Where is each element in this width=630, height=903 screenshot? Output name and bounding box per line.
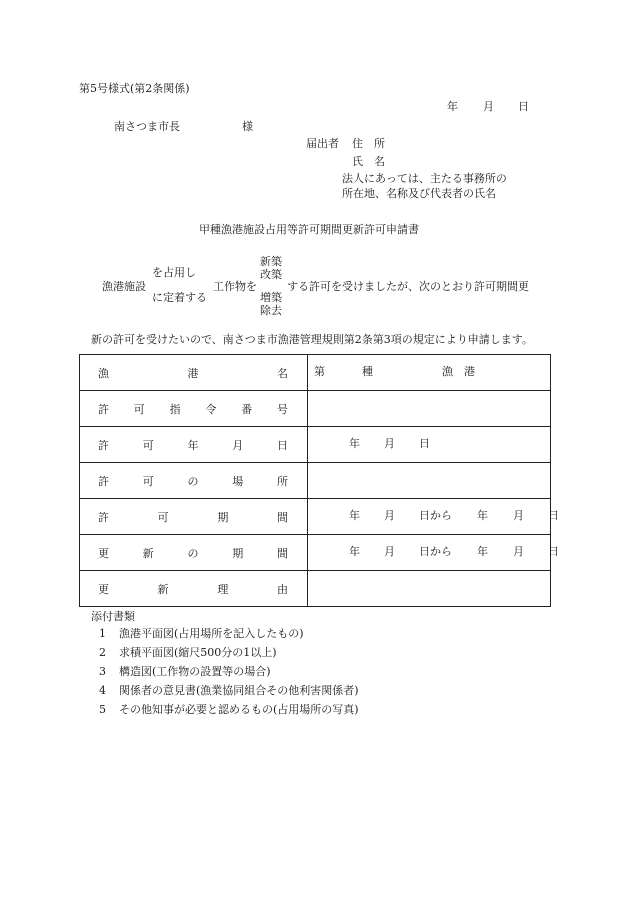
- label-char: 許: [98, 402, 109, 416]
- act-extend-text: 増築: [260, 291, 282, 304]
- label-permit-number: [80, 391, 308, 427]
- item-text: 関係者の意見書(漁業協同組合その他利害関係者): [119, 684, 359, 697]
- item-text: その他知事が必要と認めるもの(占用場所の写真): [119, 703, 359, 716]
- label-char: 更: [98, 582, 109, 596]
- label-char: 年: [187, 438, 199, 452]
- renewal-start-year: 年: [349, 545, 360, 558]
- renewal-end-day: 日: [548, 545, 559, 558]
- label-char: 所: [277, 474, 288, 488]
- date-month: 月: [483, 100, 494, 113]
- form-number: 第5号様式(第2条関係): [79, 82, 190, 95]
- applicant-note-2: 所在地、名称及び代表者の氏名: [342, 187, 496, 200]
- label-renewal-period: [80, 535, 308, 571]
- label-char: 港: [187, 366, 199, 380]
- period-start-day: 日から: [419, 509, 452, 522]
- item-number: 4: [99, 684, 106, 697]
- list-item: [99, 627, 359, 646]
- attachments-list: [99, 627, 359, 722]
- label-char: 号: [276, 402, 288, 416]
- label-char: 名: [277, 366, 288, 380]
- label-char: 指: [169, 402, 181, 416]
- date-day: 日: [419, 437, 430, 450]
- period-end-month: 月: [513, 509, 524, 522]
- item-number: 5: [99, 703, 106, 716]
- applicant-label: 届出者: [306, 137, 339, 150]
- label-char: 由: [276, 582, 288, 596]
- period-start-month: 月: [384, 509, 395, 522]
- application-table: [79, 354, 559, 607]
- item-number: 2: [99, 646, 106, 659]
- label-permit-date: [80, 427, 308, 463]
- table-row-port-name: [80, 355, 551, 391]
- port-class-suffix: 種: [362, 365, 373, 378]
- label-char: 漁: [98, 366, 109, 380]
- address-label: 住 所: [352, 137, 385, 150]
- body-tail-2: 新の許可を受けたいので、南さつま市漁港管理規則第2条第3項の規定により申請します。: [91, 333, 533, 346]
- label-char: の: [187, 546, 199, 560]
- field-renewal-reason[interactable]: [308, 571, 551, 607]
- field-permit-number[interactable]: [308, 391, 551, 427]
- label-char: 新: [142, 546, 154, 560]
- field-renewal-period[interactable]: [308, 535, 559, 571]
- table-row-permit-place: [80, 463, 551, 499]
- act-remove-text: 除去: [260, 304, 282, 317]
- field-permit-place[interactable]: [308, 463, 551, 499]
- addressee-name: 南さつま市長: [114, 120, 180, 133]
- table-row-permit-date: [80, 427, 551, 463]
- table-row-permit-number: [80, 391, 551, 427]
- label-char: 更: [98, 546, 109, 560]
- list-item: [99, 646, 359, 665]
- list-item: [99, 665, 359, 684]
- item-text: 漁港平面図(占用場所を記入したもの): [119, 627, 304, 640]
- facility-text: 漁港施設: [102, 280, 146, 293]
- label-char: の: [187, 474, 199, 488]
- list-item: [99, 684, 359, 703]
- item-text: 求積平面図(縮尺500分の1以上): [119, 646, 277, 659]
- table-row-permit-period: [80, 499, 551, 535]
- renewal-start-month: 月: [384, 545, 395, 558]
- label-port-name: [80, 355, 308, 391]
- use-occupy-text: を占用し: [152, 266, 196, 279]
- date-day: 日: [518, 100, 529, 113]
- date-year: 年: [447, 100, 458, 113]
- item-text: 構造図(工作物の設置等の場合): [119, 665, 271, 678]
- label-char: 期: [232, 546, 244, 560]
- label-char: 間: [277, 546, 288, 560]
- list-item: [99, 703, 359, 722]
- label-char: 理: [217, 582, 229, 596]
- label-char: 令: [205, 402, 217, 416]
- item-number: 1: [99, 627, 106, 640]
- label-char: 期: [217, 510, 229, 524]
- renewal-end-year: 年: [477, 545, 488, 558]
- applicant-note-1: 法人にあっては、主たる事務所の: [342, 172, 507, 185]
- period-end-year: 年: [477, 509, 488, 522]
- label-char: 可: [133, 402, 145, 416]
- label-char: 月: [232, 438, 244, 452]
- date-month: 月: [384, 437, 395, 450]
- label-char: 可: [142, 474, 154, 488]
- item-number: 3: [99, 665, 106, 678]
- label-char: 許: [98, 510, 109, 524]
- table-row-renewal-reason: [80, 571, 551, 607]
- label-char: 可: [142, 438, 154, 452]
- label-permit-place: [80, 463, 308, 499]
- period-start-year: 年: [349, 509, 360, 522]
- table-row-renewal-period: [80, 535, 551, 571]
- date-year: 年: [349, 437, 360, 450]
- label-char: 間: [276, 510, 288, 524]
- label-char: 可: [157, 510, 169, 524]
- renewal-start-day: 日から: [419, 545, 452, 558]
- renewal-end-month: 月: [513, 545, 524, 558]
- label-char: 許: [98, 474, 109, 488]
- structure-text: 工作物を: [213, 280, 257, 293]
- document-title: 甲種漁港施設占用等許可期間更新許可申請書: [199, 223, 419, 236]
- field-permit-date[interactable]: [308, 427, 551, 463]
- use-fix-text: に定着する: [152, 291, 207, 304]
- label-renewal-reason: [80, 571, 308, 607]
- act-modify-text: 改築: [260, 268, 282, 281]
- label-char: 許: [98, 438, 109, 452]
- act-new-text: 新築: [260, 255, 282, 268]
- field-port-name[interactable]: [308, 355, 551, 391]
- addressee-honorific: 様: [242, 120, 253, 133]
- attachments-heading: 添付書類: [91, 610, 135, 623]
- period-end-day: 日: [548, 509, 559, 522]
- label-char: 日: [277, 438, 288, 452]
- port-suffix: 漁 港: [442, 365, 475, 378]
- label-permit-period: [80, 499, 308, 535]
- field-permit-period[interactable]: [308, 499, 559, 535]
- label-char: 番: [241, 402, 253, 416]
- label-char: 場: [232, 474, 244, 488]
- port-class-prefix: 第: [314, 365, 325, 378]
- body-tail-1: する許可を受けましたが、次のとおり許可期間更: [287, 280, 529, 293]
- name-label: 氏 名: [352, 155, 385, 168]
- label-char: 新: [157, 582, 169, 596]
